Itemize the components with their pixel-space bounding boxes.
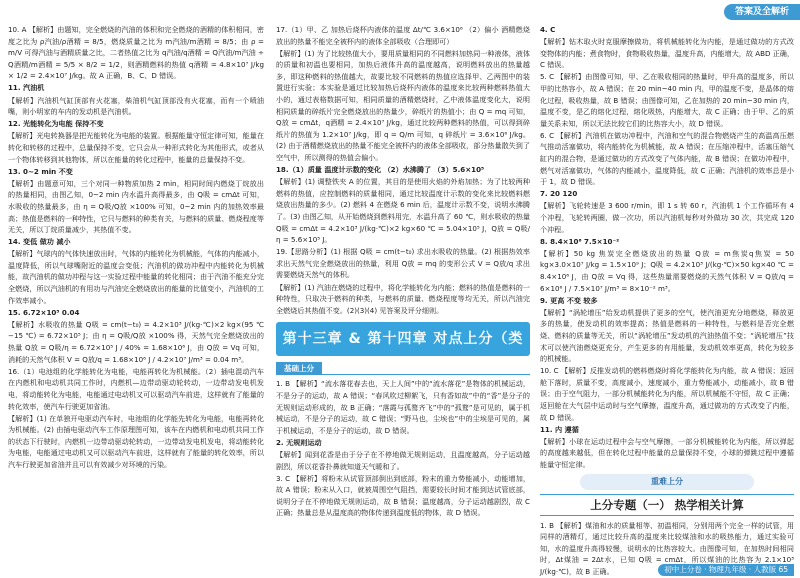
answer-c11: 11. 内 遵循 [540, 424, 579, 434]
basic-answer-3: 3. C 【解析】将粉末从试管顶部倒出到底部，粉末的重力势能减小，动能增加，故 A 错误；粉末从入口，就被周围空气阻挡，需要较长时间才能到达试管底部，说明分子在不停地做无规则运动，故 B 错误；温度越高，分子运动越剧烈，故 C 正确；热量总是从温度高的物体传递到温度低的物体，故 D 错误。 [276, 473, 530, 518]
answer-c6: 6. C 【解析】汽油机在做功冲程中，汽油和空气的混合物燃烧产生的高温高压燃气推动活塞做功，将内能转化为机械能，故 A 错误；在压缩冲程中，活塞压缩气缸内的混合物，是通过做功的方式改变了气体内能，故 B 错误；在做功冲程中，燃气对活塞做功，气体的内能减小，温度降低，故 C 正确；汽油机的效率总是小于 1，故 D 错误。 [540, 130, 794, 187]
topic-title: 上分专题（一） 热学相关计算 [540, 494, 794, 516]
answer-c7: 7. 20 120 [540, 189, 578, 199]
topic-answer-1: 1. B 【解析】煤油和水的质量相等、初温相同，分别用两个完全一样的试管，用同样的酒精灯，通过比较升高的温度来比较煤油和水的吸热能力，通过实验可知，水的温度升高得较慢，说明水的比热容较大。由图像可知，在加热时间相同时，Δt煤油 = 2Δt水，已知 Q吸 = cmΔt，所以煤油的比热容为 2.1×10³ J/(kg·℃)，故 B 正确。 [540, 520, 794, 576]
answer-13-explanation: 【解析】由题意可知，三个对同一种物质加热 2 min，相同时间内燃烧丁烷放出的热量相同，由图乙知，0~2 min 内水温升高得最多，由 Q吸 = cmΔt 可知，水吸收的热量最多，由 η = Q吸/Q放 ×100% 可知，0~2 min 内的加热效率最高；热值是燃料的一种特性，它只与燃料的种类有关，与燃料的质量、燃烧程度等无关，所以丁烷质量减少，其热值不变。 [8, 178, 264, 235]
answer-15-explanation: 【解析】水吸收的热量 Q吸 = cm(t−t₀) = 4.2×10³ J/(kg·℃)×2 kg×(95 ℃−15 ℃) = 6.72×10⁵ J；由 η = Q吸/Q放 ×100% 得，天然气完全燃烧放出的热量 Q放 = Q吸/η = 6.72×10⁵ J / 40% = 1.68×10⁶ J，由 Q放 = Vq 可知，消耗的天然气体积 V = Q放/q = 1.68×10⁶ J / 4.2×10⁷ J/m³ = 0.04 m³。 [8, 319, 264, 364]
answer-12-explanation: 【解析】光电转换器是把光能转化为电能的装置。根据能量守恒定律可知，能量在转化和转移的过程中，总量保持不变，它只会从一种形式转化为其他形式，或者从一个物体转移到其他物体，所以在能量的转化过程中，能量的总量保持不变。 [8, 131, 264, 164]
section-label-basic: 基础上分 [276, 362, 322, 375]
answer-17-explanation: 【解析】(1) 为了比较热值大小，要用质量相同的不同燃料加热同一种液体，液体的质量和初温也要相同，加热后液体升高的温度越高，说明燃料放出的热量越多，即这种燃料的热值越大，故要比较不同燃料的热值应选择甲、乙两图中的装置进行实验；本实验是通过比较加热后烧杯内液体的温度来比较两种燃料热值大小的，通过表格数据可知，相同质量的酒精燃烧时，乙中液体温度变化大，说明相同质量的碎纸片完全燃烧放出的热量少，碎纸片的热值小；由 Q = mq 可知，Q放 = cmΔt，q酒精 = 2.4×10⁷ J/kg，通过比较两种燃料的热值，可以得到碎纸片的热值为 1.2×10⁷ J/kg，即 q = Q/m 可知，q 碎纸片 = 3.6×10⁶ J/kg。(2) 由于酒精燃烧放出的热量不能完全被杯内的液体全部吸收，部分热量散失到了空气中，所以测得的热值会偏小。 [276, 48, 530, 163]
answer-10: 10. A 【解析】由题知，完全燃烧的汽油的体积和完全燃烧的酒精的体积相同，密度之比为 ρ汽油/ρ酒精 = 8/5，燃烧质量之比为 m汽油/m酒精 = 8/5；由 ρ = m/V 可得汽油与酒精质量之比，二者热值之比为 q汽油/q酒精 = Q汽油/m汽油 ÷ Q酒精/m酒精 = 5/5 × 8/2 = 1/2，则酒精燃料的热值 q酒精 = 4.8×10⁷ J/kg × 1/2 = 2.4×10⁷ J/kg。故 A 正确，B、C、D 错误。 [8, 25, 264, 81]
chapter-banner: 第十三章 & 第十四章 对点上分（类题推送） [276, 322, 530, 356]
answer-section-tab: 答案及全解析 [724, 4, 800, 20]
column-right [540, 24, 794, 578]
answer-c5: 5. C 【解析】由图像可知，甲、乙在吸收相同的热量时，甲升高的温度多，所以甲的比热容小，故 A 错误；在 20 min~40 min 内，甲的温度不变，是晶体的熔化过程，吸收热量，故 B 错误；由图像可知，乙在加热的 20 min~30 min 内，温度不变，是乙的熔化过程，熔化吸热，内能增大，故 C 正确；由于甲、乙的质量关系未知，所以无法比较它们的比热容大小，故 D 错误。 [540, 72, 794, 128]
answer-15: 15. 6.72×10⁵ 0.04 [8, 307, 80, 317]
column-left [8, 24, 264, 471]
basic-answer-2: 2. 无规则运动 [276, 437, 322, 447]
answer-16-explanation: 【解析】(1) 在单独开电驱动汽车时，电池组的化学能先转化为电能，电能再转化为机械能。(2) 由插电驱动汽车工作原理图可知，该车在内燃机和电动机共同工作的状态下行驶时，内燃机一边带动驱动轮转动，一边带动发电机发电，将动能转化为电能，电能通过电动机又可以驱动汽车前进，这样就有了能量的转化效率，所以汽车行驶更加省油并且可以有效减少对环境的污染。 [8, 413, 264, 469]
answer-c8-explanation: 【解析】50 kg 焦炭完全燃烧放出的热量 Q放 = m焦炭q焦炭 = 50 kg×3.0×10⁷ J/kg = 1.5×10⁹ J；Q吸 = 4.2×10³ J/(kg·℃)×50 kg×40 ℃ = 8.4×10⁶ J，由 Q放 = Vq 得，这些热量需要燃烧的天然气体积 V = Q放/q = 6×10⁶ J / 7.5×10⁷ J/m³ = 8×10⁻² m³。 [540, 248, 794, 293]
answer-12: 12. 光能转化为电能 保持不变 [8, 119, 104, 129]
answer-19: 19.【思路分析】(1) 根据 Q吸 = cm(t−t₀) 求出水吸收的热量。(2) 根据热效率求出天然气完全燃烧放出的热量，利用 Q放 = mq 的变形公式 V = Q放/q 求出需要燃烧天然气的体积。 [276, 247, 530, 280]
section-header-advanced: 重难上分 [580, 474, 754, 490]
answer-16: 16.（1）电池组的化学能转化为电能，电能再转化为机械能。（2）插电混动汽车在内燃机和电动机共同工作时，内燃机—边带动驱动轮转动，一边带动发电机发电，将动能转化为电能，电能通过电动机又可以驱动汽车前进，这样就有了能量的转化效率，使汽车行驶更加省油。 [8, 366, 264, 411]
answer-19-explanation: 【解析】(1) 汽油在燃烧的过程中，将化学能转化为内能；燃料的热值是燃料的一种特性，只取决于燃料的种类，与燃料的质量、燃烧程度等均无关，所以汽油完全燃烧后其热值不变。(2)(3)(4) 见答案及评分细则。 [276, 282, 530, 315]
answer-17: 17.（1）甲、乙 加热后烧杯内液体的温度 Δt/℃ 3.6×10⁶ （2）偏小 酒精燃烧放出的热量不能完全被杯内的液体全部吸收（合理即可） [276, 25, 530, 46]
basic-answer-1: 1. B 【解析】“流水落花春去也，天上人间”中的“流水落花”是物体的机械运动，不是分子的运动，故 A 错误；“春风吹过柳絮飞，只有香如故”中的“香”是分子的无规则运动形成的，故 B 正确；“落霞与孤鹜齐飞”中的“孤鹜”是可见的，属于机械运动，不是分子的运动，故 C 错误；“野马也，尘埃也”中的尘埃是可见的，属于机械运动，不是分子的运动，故 D 错误。 [276, 379, 530, 435]
basic-answer-2-explanation: 【解析】闻到花香是由于分子在不停地做无规则运动，且温度越高，分子运动越剧烈，所以花香扑鼻就知道天气暖和了。 [276, 449, 530, 471]
page-footer: 初中上分卷 · 物理九年级 · 人教版 65 [658, 564, 794, 576]
section-header-basic [276, 360, 530, 375]
answer-14: 14. 变低 做功 减小 [8, 237, 71, 247]
answer-13: 13. 0~2 min 不变 [8, 166, 73, 176]
column-middle [276, 24, 530, 519]
answer-c8: 8. 8.4×10⁶ 7.5×10⁻² [540, 236, 620, 246]
answer-c4: 4. C [540, 25, 556, 34]
answer-11-explanation: 【解析】汽油机气缸顶部有火花塞，柴油机气缸顶部没有火花塞，而有一个喷油嘴，则小明家的车内的发动机是汽油机。 [8, 95, 264, 117]
answer-c9-explanation: 【解析】“涡轮增压”给发动机提供了更多的空气，使汽油更充分地燃烧，释放更多的热量，使发动机的效率提高；热值是燃料的一种特性，与燃料是否完全燃烧、燃料的质量等无关，所以“涡轮增压”发动机的汽油热值不变；“涡轮增压”技术可以使汽油燃烧更充分，产生更多的有用能量，发动机效率更高，转化为较多的机械能。 [540, 307, 794, 364]
answer-c10: 10. C 【解析】反推发动机的燃料燃烧时将化学能转化为内能，故 A 错误；返回舱下落时，质量不变，高度减小，速度减小，重力势能减小，动能减小，故 B 错误；由于空气阻力，一部分机械能转化为内能，所以机械能不守恒，故 C 正确；返回舱在大气层中运动时与空气摩擦，温度升高，通过做功的方式改变了内能，故 D 错误。 [540, 366, 794, 422]
answer-c9: 9. 更高 不变 较多 [540, 295, 598, 305]
answer-11: 11. 汽油机 [8, 83, 45, 93]
answer-c7-explanation: 【解析】飞轮转速是 3 600 r/min，即 1 s 转 60 r，汽油机 1 个工作循环有 4 个冲程，飞轮转两圈，做一次功，所以汽油机每秒对外做功 30 次，共完成 120 个冲程。 [540, 201, 794, 234]
answer-18: 18.（1）质量 温度计示数的变化 （2）水沸腾了 （3）5.6×10⁵ [276, 165, 485, 175]
answer-c4-explanation: 【解析】钻木取火时克服摩擦做功，将机械能转化为内能，是通过做功的方式改变物体的内能；煮食物时，食物吸收热量，温度升高，内能增大，故 ABD 正确，C 错误。 [540, 37, 794, 70]
answer-14-explanation: 【解析】气球内的气体快速放出时，气体的内能转化为机械能，气体的内能减小，温度降低，所以气球嘴附近的温度会变低；汽油机的做功冲程中内能转化为机械能，故汽油机的做功冲程与这一实验过程中能量的转化相同；由于汽油不能充分完全燃烧，所以汽油机的有用功与汽油完全燃烧放出的能量的比值变小，汽油机的工作效率减小。 [8, 249, 264, 305]
answer-c11-explanation: 【解析】小球在运动过程中会与空气摩擦，一部分机械能转化为内能，所以弹起的高度越来越低，但在转化过程中能量的总量保持不变，小球的弹跳过程中遵循能量守恒定律。 [540, 436, 794, 469]
answer-18-explanation: 【解析】(1) 调整铁夹 A 的位置，其目的是使用火焰的外焰加热；为了比较两种燃料的热值，应控制燃料的质量相同，通过比较温度计示数的变化来比较燃料燃烧放出热量的多少。(2) 燃料 4 在燃烧 6 min 后，温度计示数不变，说明水沸腾了。(3) 由图乙知，从开始燃烧到燃料用完，水温升高了 60 ℃，则水吸收的热量 Q吸 = cmΔt = 4.2×10³ J/(kg·℃)×2 kg×60 ℃ = 5.04×10⁵ J，Q放 = Q吸/η = 5.6×10⁵ J。 [276, 177, 530, 245]
